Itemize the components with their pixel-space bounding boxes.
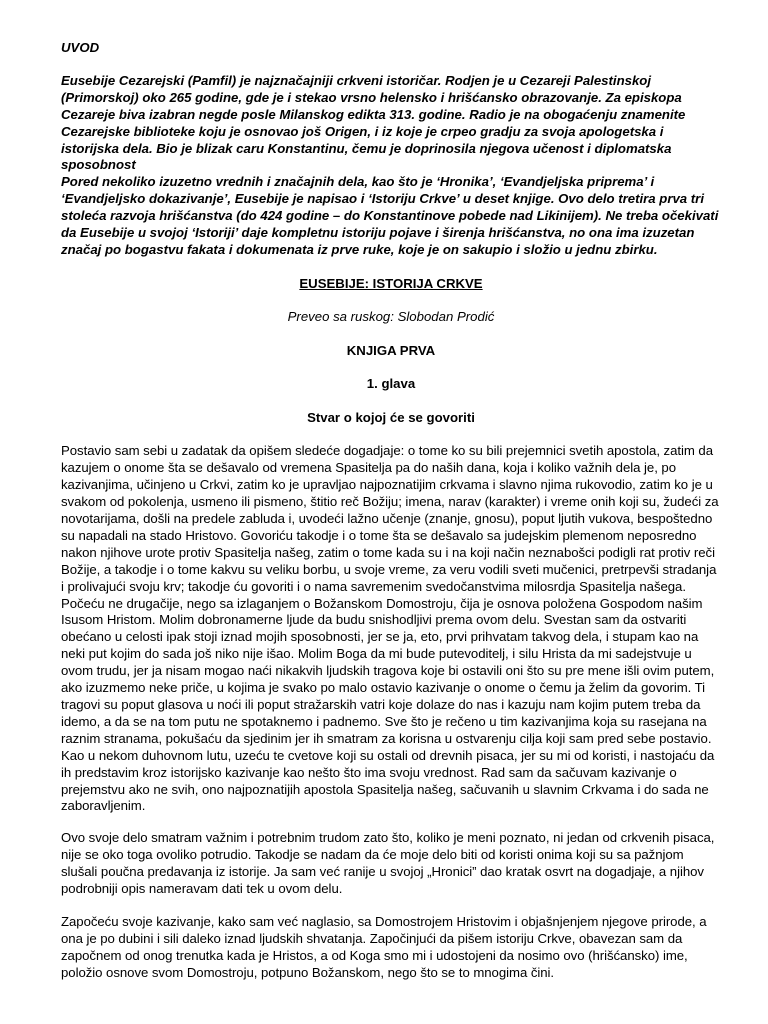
body-paragraph: Započeću svoje kazivanje, kako sam već naglasio, sa Domostrojem Hristovim i objašnjenjem njegove prirode, a ona je po dubini i sili daleko iznad ljudskih shvatanja. Započinjući da pišem istoriju Crkve, obavezan sam da započnem od onog trenutka kada je Hristos, a od Koga smo mi i udostojeni da nosimo ovo (hrišćansko) ime, položio osnove svom Domostroju, potpuno Božanskom, nego što se to mnogima čini. bbox=[61, 913, 707, 980]
body-paragraph: Ovo svoje delo smatram važnim i potrebnim trudom zato što, koliko je meni poznato, ni jedan od crkvenih pisaca, nije se oko toga ovoliko potrudio. Takodje se nadam da će moje delo biti od koristi onima koji su sa pažnjom slušali poučna predavanja iz istorije. Ja sam već ranije u svojoj „Hronici” dao kratak osvrt na dogadjaje, a njihov podrobniji opis nameravam dati tek u ovom delu. bbox=[61, 830, 715, 897]
intro-heading: UVOD bbox=[61, 40, 100, 55]
translator-credit: Preveo sa ruskog: Slobodan Prodić bbox=[287, 308, 495, 324]
chapter-heading: 1. glava bbox=[366, 375, 416, 391]
document-page bbox=[61, 40, 721, 982]
book-heading: KNJIGA PRVA bbox=[346, 342, 436, 358]
body-paragraph: Postavio sam sebi u zadatak da opišem sledeće dogadjaje: o tome ko su bili prejemnici svetih apostola, zatim da kazujem o onome šta se dešavalo od vremena Spasitelja pa do naših dana, koja i koliko važnih dela je, po kazivanjima, učinjeno u Crkvi, zatim ko je upravljao najpoznatijim crkvama i slavno njima rukovodio, zatim ko je u svakom od pokolenja, usmeno ili pismeno, štitio reč Božiju; imena, narav (karakter) i vreme onih koji su, žudeći za novotarijama, došli na predele zabluda i, uvodeći lažno učenje (znanje, gnosu), poput ljutih vukova, bespoštedno su napadali na stado Hristovo. Govoriću takodje i o tome šta se dešavalo sa judejskim plemenom neposredno nakon njihove urote protiv Spasitelja našeg, zatim o tome kada su i na koji način neznabošci podigli rat protiv reči Božije, a takodje i o tome kakvu su veliku borbu, u svoje vreme, za veru vodili sveti mučenici, pretrpevši stradanja i prolivajući svoju krv; takodje ću govoriti i o nama savremenim svedočanstvima milosrdja Spasitelja našega. Počeću ne drugačije, nego sa izlaganjem o Božanskom Domostroju, čija je osnova položena Gospodom našim Isusom Hristom. Molim dobronamerne ljude da budu snishodljivi prema ovom delu. Svestan sam da ostvariti obećano u celosti ipak stoji iznad mojih sposobnosti, jer se ja, eto, prvi prihvatam takvog dela, i stupam kao na neki put kojim do sada još niko nije išao. Molim Boga da mi bude putevoditelj, i silu Hrista da mi sadejstvuje u ovom trudu, jer ja nisam mogao naći nikakvih ljudskih tragova koje bi ostavili oni što su pre mene išli ovim putem, ako izuzmemo neke priče, u kojima je svako po malo ostavio kazivanje o onome o čemu ja želim da govorim. Ti tragovi su poput glasova u noći ili poput stražarskih vatri koje dolaze do nas i kazuju nam kojim putem treba da idemo, a da se na tom putu ne spotaknemo i padnemo. Sve što je rečeno u tim kazivanjima koja su rasejana na raznim stranama, pokušaću da sjedinim jer ih smatram za korisna u ostvarenju cilja koji sam pred sebe postavio. Kao u nekom duhovnom lutu, uzeću te cvetove koji su ostali od drevnih pisaca, jer su mi od koristi, i nastojaću da ih predstavim kroz istorijsko kazivanje kao nešto što ima svoju vrednost. Rad sam da sačuvam kazivanje o prejemstvu ako ne svih, ono najpoznatijih apostola Spasitelja našeg, sačuvanih u slavnim Crkvama i do sada ne zaboravljenim. bbox=[61, 443, 719, 814]
chapter-subtitle: Stvar o kojoj će se govoriti bbox=[307, 409, 475, 425]
intro-paragraph: Pored nekoliko izuzetno vrednih i značajnih dela, kao što je ‘Hronika’, ‘Evandjeljska priprema’ i ‘Evandjeljsko dokazivanje’, Eusebije je napisao i ‘Istoriju Crkve’ u deset knjige. Ovo delo tretira prva tri stoleća razvoja hrišćanstva (do 424 godine – do Konstantinove pobede nad Likinijem). Ne treba očekivati da Eusebije u svojoj ‘Istoriji’ daje kompletnu istoriju pojave i širenja hrišćanstva, no ona ima izuzetan značaj po bogastvu fakata i dokumenata iz prve ruke, koje je on sakupio i složio u jednu zbirku. bbox=[61, 174, 719, 257]
intro-paragraph: Eusebije Cezarejski (Pamfil) je najznačajniji crkveni istoričar. Rodjen je u Cezareji Palestinskoj (Primorskoj) oko 265 godine, gde je i stekao vrsno helensko i hrišćansko obrazovanje. Za episkopa Cezareje biva izabran negde posle Milanskog edikta 313. godine. Radio je na obogaćenju znamenite Cezarejske biblioteke koju je osnovao još Origen, i iz koje je crpeo gradju za svoja apologetska i istorijska dela. Bio je blizak caru Konstantinu, čemu je doprinosila njegova učenost i diplomatska sposobnost bbox=[61, 72, 686, 173]
book-title: EUSEBIJE: ISTORIJA CRKVE bbox=[299, 275, 483, 291]
